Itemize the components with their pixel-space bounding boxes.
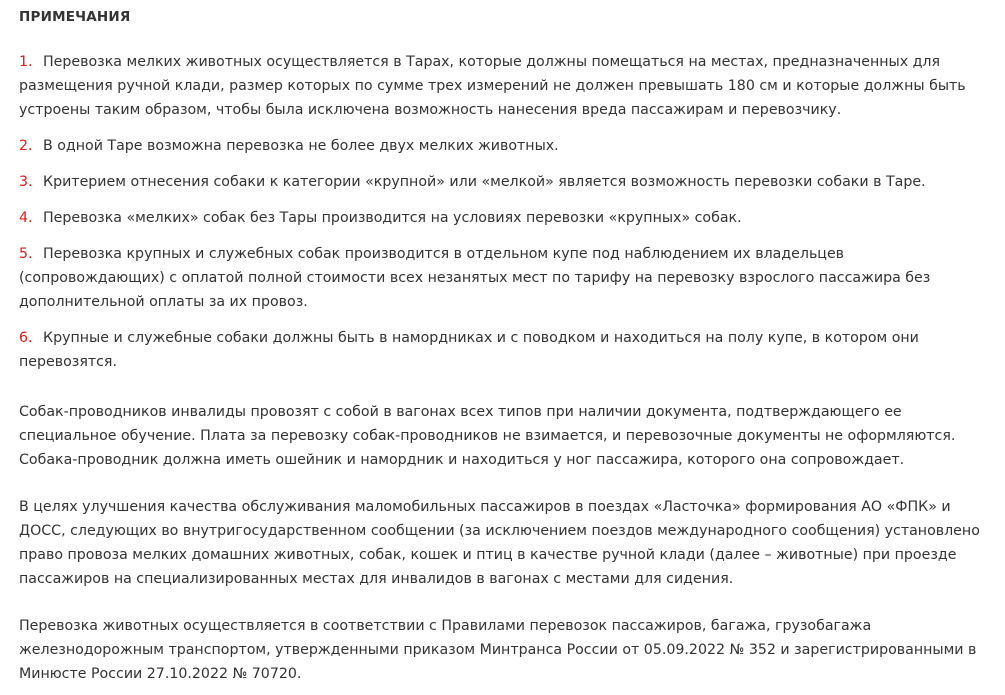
note-item-4	[19, 206, 993, 230]
guide-dogs-paragraph: Собак-проводников инвалиды провозят с собой в вагонах всех типов при наличии документа, подтверждающего ее специальное обучение. Плата за перевозку собак-проводников не взимается, и перевозочные документы не оформляются. Собака-проводник должна иметь ошейник и намордник и находиться у ног пассажира, которого она сопровождает.	[19, 404, 956, 468]
note-number: 2.	[19, 138, 33, 154]
note-number: 5.	[19, 246, 33, 262]
note-text: Перевозка «мелких» собак без Тары производится на условиях перевозки «крупных» собак.	[43, 210, 742, 226]
note-text: В одной Таре возможна перевозка не более двух мелких животных.	[43, 138, 559, 154]
note-item-6	[19, 326, 993, 374]
section-heading: ПРИМЕЧАНИЯ	[19, 9, 131, 25]
note-number: 6.	[19, 330, 33, 346]
note-item-3	[19, 170, 993, 194]
note-number: 3.	[19, 174, 33, 190]
regulations-paragraph: Перевозка животных осуществляется в соответствии с Правилами перевозок пассажиров, багажа, грузобагажа железнодорожным транспортом, утвержденными приказом Минтранса России от 05.09.2022 № 352 и зарегистрированными в Минюсте России 27.10.2022 № 70720.	[19, 618, 977, 682]
note-number: 1.	[19, 54, 33, 70]
note-text: Перевозка крупных и служебных собак производится в отдельном купе под наблюдением их владельцев (сопровождающих) с оплатой полной стоимости всех незанятых мест по тарифу на перевозку взрослого пассажира без дополнительной оплаты за их провоз.	[19, 246, 931, 310]
note-text: Крупные и служебные собаки должны быть в намордниках и с поводком и находиться на полу купе, в котором они перевозятся.	[19, 330, 919, 370]
notes-list	[19, 50, 993, 374]
note-text: Критерием отнесения собаки к категории «крупной» или «мелкой» является возможность перевозки собаки в Таре.	[43, 174, 926, 190]
note-item-5	[19, 242, 993, 314]
note-item-2	[19, 134, 993, 158]
note-item-1	[19, 50, 993, 122]
lastochka-paragraph: В целях улучшения качества обслуживания маломобильных пассажиров в поездах «Ласточка» формирования АО «ФПК» и ДОСС, следующих во внутригосударственном сообщении (за исключением поездов международного сообщения) установлено право провоза мелких домашних животных, собак, кошек и птиц в качестве ручной клади (далее – животные) при проезде пассажиров на специализированных местах для инвалидов в вагонах с местами для сидения.	[19, 499, 980, 587]
note-number: 4.	[19, 210, 33, 226]
note-text: Перевозка мелких животных осуществляется в Тарах, которые должны помещаться на местах, предназначенных для размещения ручной клади, размер которых по сумме трех измерений не должен превышать 180 см и которые должны быть устроены таким образом, чтобы была исключена возможность нанесения вреда пассажирам и перевозчику.	[19, 54, 966, 118]
